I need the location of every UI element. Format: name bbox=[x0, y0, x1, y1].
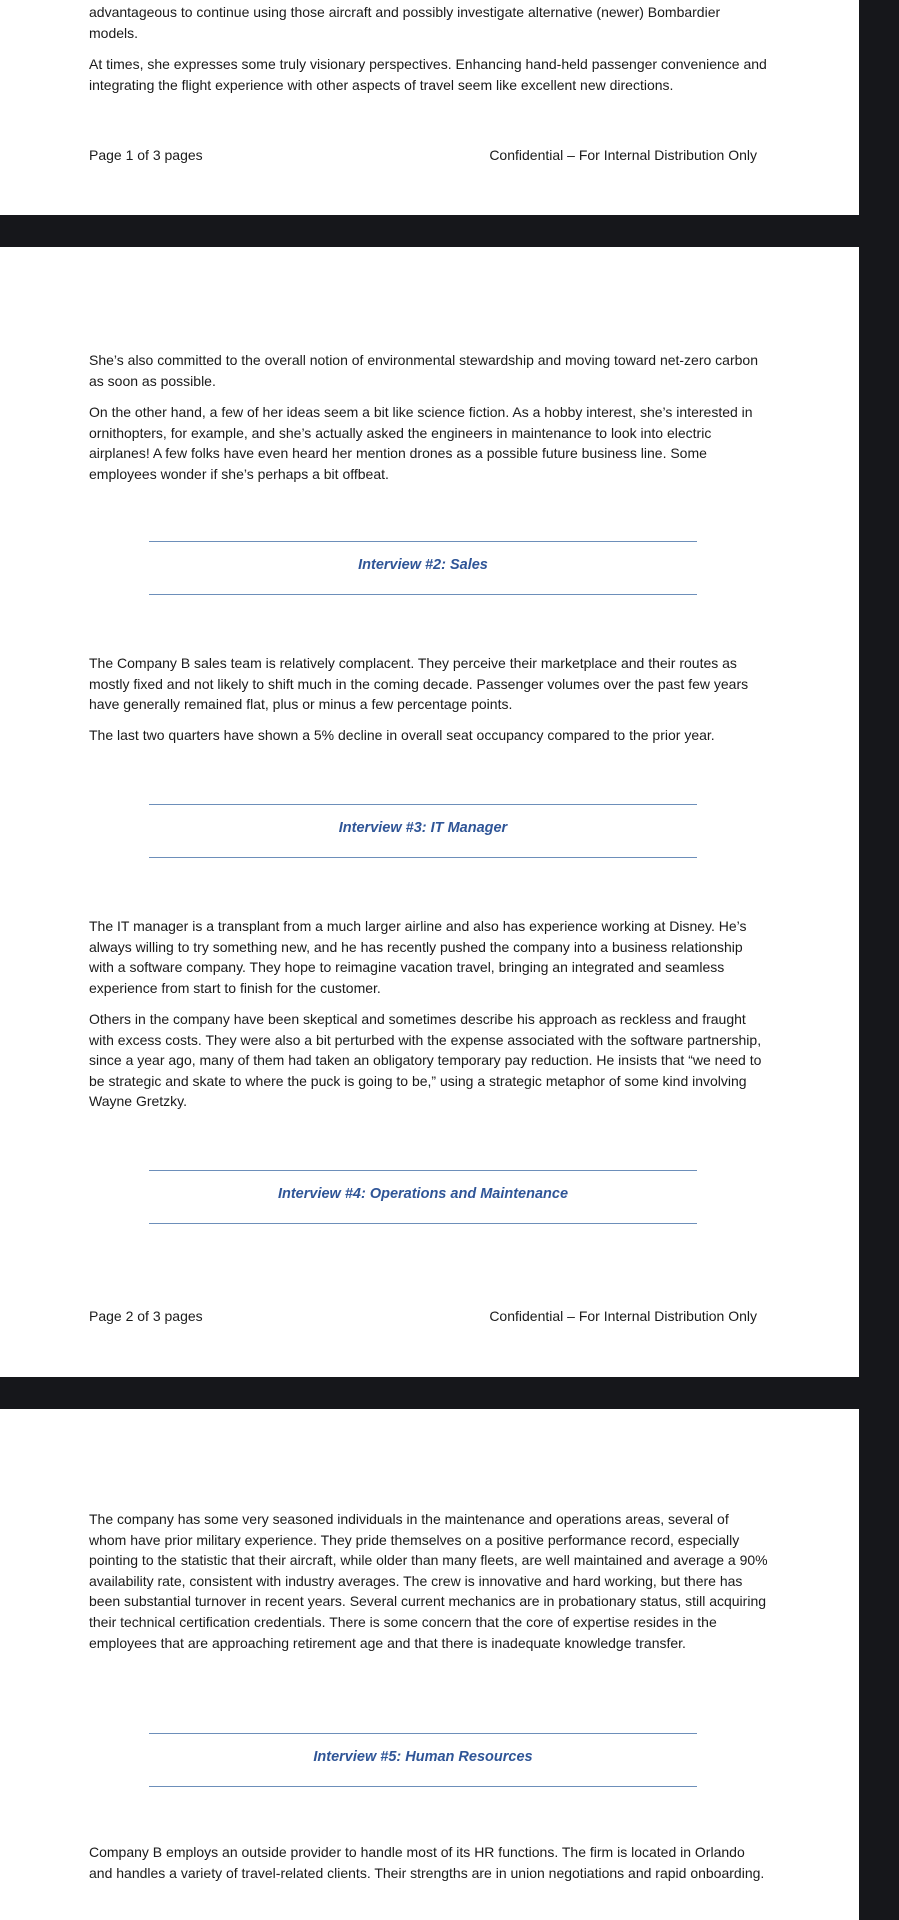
paragraph: The Company B sales team is relatively complacent. They perceive their marketplace and their routes as mostly fixed and not likely to shift much in the coming decade. Passenger volumes over the past few years have generally remained flat, plus or minus a few percentage points. bbox=[89, 655, 749, 713]
document-page-3 bbox=[0, 1409, 859, 1920]
scrollbar-track[interactable] bbox=[859, 0, 899, 1920]
section-heading-text: Interview #5: Human Resources bbox=[313, 1749, 533, 1765]
paragraph: Others in the company have been skeptical and sometimes describe his approach as reckless and fraught with excess costs. They were also a bit perturbed with the expense associated with the software partnership, since a year ago, many of them had taken an obligatory temporary pay reduction. He insists that “we need to be strategic and skate to where the puck is going to be,” using a strategic metaphor of some kind involving Wayne Gretzky. bbox=[89, 1011, 762, 1110]
paragraph: The IT manager is a transplant from a much larger airline and also has experience working at Disney. He’s always willing to try something new, and he has recently pushed the company into a business relationship with a software company. They hope to reimagine vacation travel, bringing an integrated and seamless experience from start to finish for the customer. bbox=[89, 918, 747, 996]
paragraph: The last two quarters have shown a 5% decline in overall seat occupancy compared to the prior year. bbox=[89, 727, 715, 743]
paragraph: advantageous to continue using those aircraft and possibly investigate alternative (newer) Bombardier models. bbox=[89, 4, 721, 41]
document-page-2 bbox=[0, 247, 859, 1377]
paragraph: On the other hand, a few of her ideas seem a bit like science fiction. As a hobby interest, she’s interested in ornithopters, for example, and she’s actually asked the engineers in maintenance to look into electric airplanes! A few folks have even heard her mention drones as a possible future business line. Some employees wonder if she’s perhaps a bit offbeat. bbox=[89, 404, 753, 482]
confidential-notice: Confidential – For Internal Distribution Only bbox=[489, 147, 757, 163]
paragraph: The company has some very seasoned individuals in the maintenance and operations areas, several of whom have prior military experience. They pride themselves on a positive performance record, especially pointing to the statistic that their aircraft, while older than many fleets, are well maintained and average a 90% availability rate, consistent with industry averages. The crew is innovative and hard working, but there has been substantial turnover in recent years. Several current mechanics are in probationary status, still acquiring their technical certification credentials. There is some concern that the core of expertise resides in the employees that are approaching retirement age and that there is inadequate knowledge transfer. bbox=[89, 1511, 768, 1651]
page-number: Page 2 of 3 pages bbox=[89, 1308, 203, 1324]
paragraph: She’s also committed to the overall notion of environmental stewardship and moving toward net-zero carbon as soon as possible. bbox=[89, 352, 758, 389]
confidential-notice: Confidential – For Internal Distribution Only bbox=[489, 1308, 757, 1324]
section-heading-hr bbox=[149, 1733, 697, 1787]
document-page-1 bbox=[0, 0, 859, 215]
section-heading-text: Interview #4: Operations and Maintenance bbox=[277, 1186, 569, 1202]
paragraph: Company B employs an outside provider to handle most of its HR functions. The firm is located in Orlando and handles a variety of travel-related clients. Their strengths are in union negotiations and rapid onboarding. bbox=[89, 1844, 765, 1881]
paragraph: At times, she expresses some truly visionary perspectives. Enhancing hand-held passenger convenience and integrating the flight experience with other aspects of travel seem like excellent new directions. bbox=[89, 56, 767, 93]
section-heading-text: Interview #3: IT Manager bbox=[338, 820, 508, 836]
page-number: Page 1 of 3 pages bbox=[89, 147, 203, 163]
section-heading-it-manager bbox=[149, 804, 697, 858]
section-heading-sales bbox=[149, 541, 697, 595]
section-heading-text: Interview #2: Sales bbox=[358, 557, 488, 573]
section-heading-operations bbox=[149, 1170, 697, 1224]
